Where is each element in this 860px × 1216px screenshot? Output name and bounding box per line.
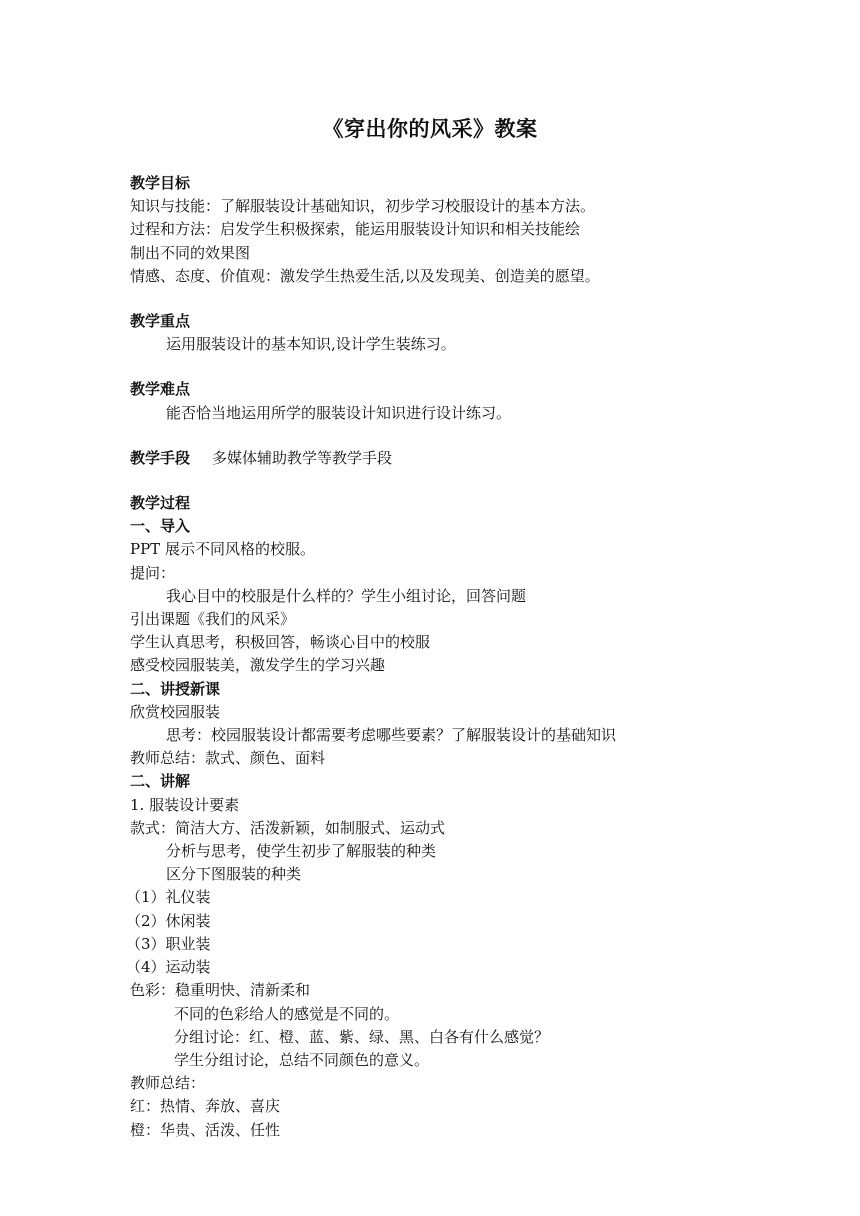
difficulties-text: 能否恰当地运用所学的服装设计知识进行设计练习。	[166, 403, 512, 422]
document-title: 《穿出你的风采》教案	[322, 116, 538, 141]
intro-line-5: 学生认真思考，积极回答，畅谈心目中的校服	[130, 633, 431, 652]
objectives-line-2: 过程和方法：启发学生积极探索，能运用服装设计知识和相关技能绘	[130, 220, 581, 239]
garment-type-item: （2）休闲装	[126, 911, 211, 930]
explain-line-2: 款式：简洁大方、活泼新颖，如制服式、运动式	[130, 818, 446, 837]
spacer	[130, 356, 750, 378]
color-line-4: 学生分组讨论，总结不同颜色的意义。	[174, 1050, 430, 1069]
objectives-heading: 教学目标	[130, 174, 191, 192]
means-heading: 教学手段	[130, 448, 191, 467]
means-line	[130, 447, 750, 470]
intro-line-6: 感受校园服装美，激发学生的学习兴趣	[130, 656, 386, 675]
document-body	[126, 172, 750, 1142]
objectives-line-1: 知识与技能：了解服装设计基础知识，初步学习校服设计的基本方法。	[130, 197, 596, 216]
color-meaning-red: 红：热情、奔放、喜庆	[130, 1097, 281, 1116]
objectives-line-4: 情感、态度、价值观：激发学生热爱生活,以及发现美、创造美的愿望。	[130, 266, 600, 285]
new-lesson-line-3: 教师总结：款式、颜色、面料	[130, 749, 326, 768]
color-meaning-orange: 橙：华贵、活泼、任性	[130, 1120, 281, 1139]
means-text: 多媒体辅助教学等教学手段	[212, 448, 393, 467]
intro-heading: 一、导入	[130, 517, 191, 536]
difficulties-heading: 教学难点	[130, 380, 191, 399]
intro-line-1: PPT 展示不同风格的校服。	[130, 540, 315, 559]
spacer	[130, 288, 750, 310]
intro-line-3: 我心目中的校服是什么样的？学生小组讨论，回答问题	[166, 586, 527, 605]
garment-type-item: （1）礼仪装	[126, 888, 211, 907]
garment-type-item: （4）运动装	[126, 958, 211, 977]
intro-line-4: 引出课题《我们的风采》	[130, 610, 296, 629]
spacer	[130, 470, 750, 492]
garment-type-item: （3）职业装	[126, 934, 211, 953]
color-line-1: 色彩：稳重明快、清新柔和	[130, 981, 311, 1000]
key-points-heading: 教学重点	[130, 312, 191, 331]
objectives-line-3: 制出不同的效果图	[130, 243, 251, 262]
spacer	[130, 425, 750, 447]
explain-heading: 二、讲解	[130, 772, 191, 791]
new-lesson-line-2: 思考：校园服装设计都需要考虑哪些要素？了解服装设计的基础知识	[166, 726, 617, 745]
new-lesson-line-1: 欣赏校园服装	[130, 702, 221, 721]
color-line-3: 分组讨论：红、橙、蓝、紫、绿、黑、白各有什么感觉？	[174, 1027, 550, 1046]
key-points-text: 运用服装设计的基本知识,设计学生装练习。	[166, 335, 456, 354]
explain-line-3: 分析与思考，使学生初步了解服装的种类	[166, 842, 437, 861]
process-heading: 教学过程	[130, 494, 191, 513]
color-line-2: 不同的色彩给人的感觉是不同的。	[174, 1004, 400, 1023]
teacher-summary-label: 教师总结：	[130, 1074, 206, 1093]
intro-line-2: 提问：	[130, 563, 176, 582]
new-lesson-heading: 二、讲授新课	[130, 679, 221, 698]
explain-line-1: 1. 服装设计要素	[130, 795, 240, 814]
explain-line-4: 区分下图服装的种类	[166, 865, 302, 884]
